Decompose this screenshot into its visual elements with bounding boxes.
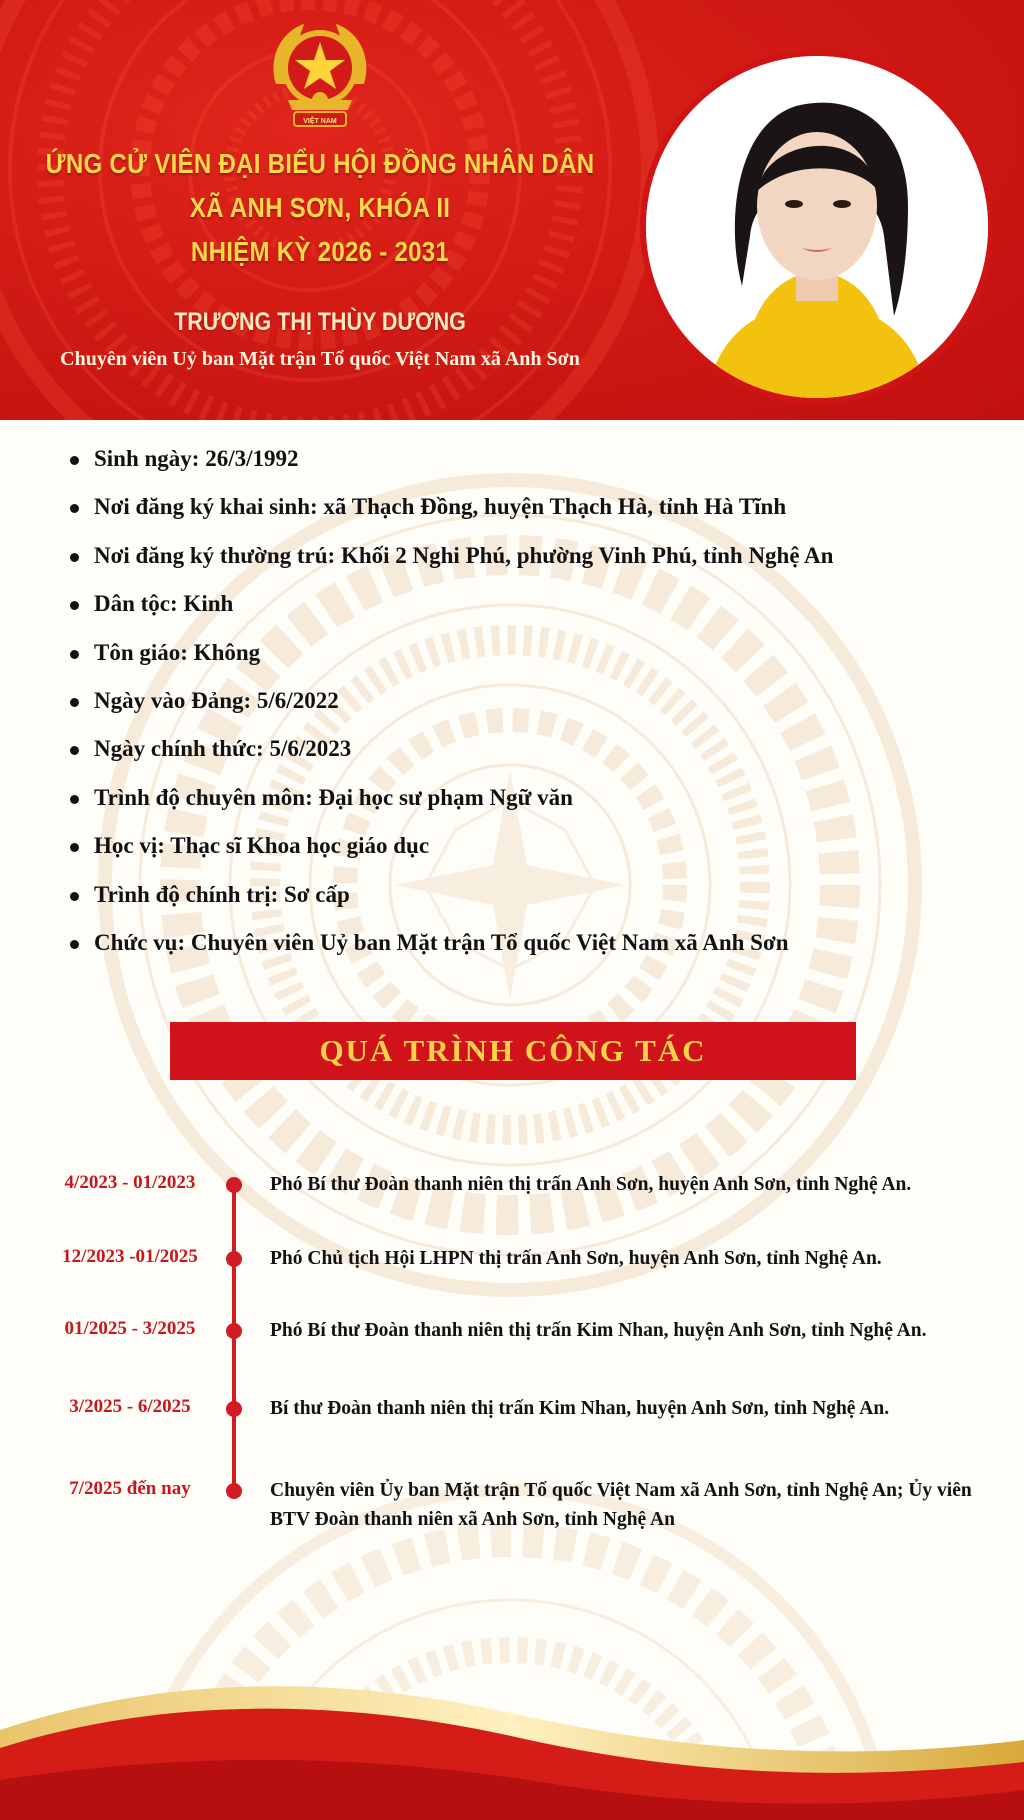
emblem-label: VIỆT NAM <box>303 118 337 125</box>
timeline-dot-icon <box>226 1401 242 1417</box>
bio-list <box>70 438 970 970</box>
timeline-dot-icon <box>226 1251 242 1267</box>
timeline-desc: Bí thư Đoàn thanh niên thị trấn Kim Nhan, huyện Anh Sơn, tỉnh Nghệ An. <box>270 1398 890 1419</box>
bio-degree: Học vị: Thạc sĩ Khoa học giáo dục <box>70 825 970 873</box>
portrait-icon <box>646 56 988 398</box>
timeline-desc: Phó Chủ tịch Hội LHPN thị trấn Anh Sơn, huyện Anh Sơn, tỉnh Nghệ An. <box>270 1248 882 1269</box>
bio-political-level: Trình độ chính trị: Sơ cấp <box>70 874 970 922</box>
candidate-name: TRƯƠNG THỊ THÙY DƯƠNG <box>174 308 466 336</box>
bio-official-date: Ngày chính thức: 5/6/2023 <box>70 728 970 776</box>
timeline-desc: Phó Bí thư Đoàn thanh niên thị trấn Anh Sơn, huyện Anh Sơn, tỉnh Nghệ An. <box>270 1174 912 1195</box>
title-line-3: NHIỆM KỲ 2026 - 2031 <box>190 236 450 267</box>
timeline-desc: Chuyên viên Ủy ban Mặt trận Tổ quốc Việt Nam xã Anh Sơn, tỉnh Nghệ An; Ủy viên BTV Đoàn thanh niên xã Anh Sơn, tỉnh Nghệ An <box>270 1480 972 1530</box>
timeline-date: 3/2025 - 6/2025 <box>69 1396 191 1417</box>
timeline-dot-icon <box>226 1177 242 1193</box>
footer-wave-icon <box>0 1640 1024 1820</box>
bio-residence: Nơi đăng ký thường trú: Khối 2 Nghi Phú, phường Vinh Phú, tỉnh Nghệ An <box>70 535 970 583</box>
header-banner <box>0 0 1024 420</box>
timeline-date: 01/2025 - 3/2025 <box>64 1318 196 1339</box>
title-line-2: XÃ ANH SƠN, KHÓA II <box>189 192 451 223</box>
timeline-date: 7/2025 đến nay <box>69 1478 191 1499</box>
timeline-date: 12/2023 -01/2025 <box>62 1246 198 1267</box>
bio-position: Chức vụ: Chuyên viên Uỷ ban Mặt trận Tổ quốc Việt Nam xã Anh Sơn <box>70 922 970 970</box>
timeline-desc: Phó Bí thư Đoàn thanh niên thị trấn Kim Nhan, huyện Anh Sơn, tỉnh Nghệ An. <box>270 1320 927 1341</box>
bio-education: Trình độ chuyên môn: Đại học sư phạm Ngữ văn <box>70 777 970 825</box>
title-line-1: ỨNG CỬ VIÊN ĐẠI BIỂU HỘI ĐỒNG NHÂN DÂN <box>45 148 595 179</box>
candidate-role: Chuyên viên Uỷ ban Mặt trận Tổ quốc Việt Nam xã Anh Sơn <box>60 348 580 370</box>
timeline-dot-icon <box>226 1483 242 1499</box>
timeline-date: 4/2023 - 01/2023 <box>64 1172 196 1193</box>
bio-ethnicity: Dân tộc: Kinh <box>70 583 970 631</box>
bio-birthdate: Sinh ngày: 26/3/1992 <box>70 438 970 486</box>
national-emblem-icon <box>258 14 382 138</box>
section-banner <box>170 1022 856 1080</box>
section-title: QUÁ TRÌNH CÔNG TÁC <box>319 1033 707 1068</box>
bio-religion: Tôn giáo: Không <box>70 632 970 680</box>
bio-birth-registration: Nơi đăng ký khai sinh: xã Thạch Đồng, huyện Thạch Hà, tỉnh Hà Tĩnh <box>70 486 970 534</box>
bio-party-join-date: Ngày vào Đảng: 5/6/2022 <box>70 680 970 728</box>
candidate-portrait <box>640 50 994 404</box>
timeline-dot-icon <box>226 1323 242 1339</box>
